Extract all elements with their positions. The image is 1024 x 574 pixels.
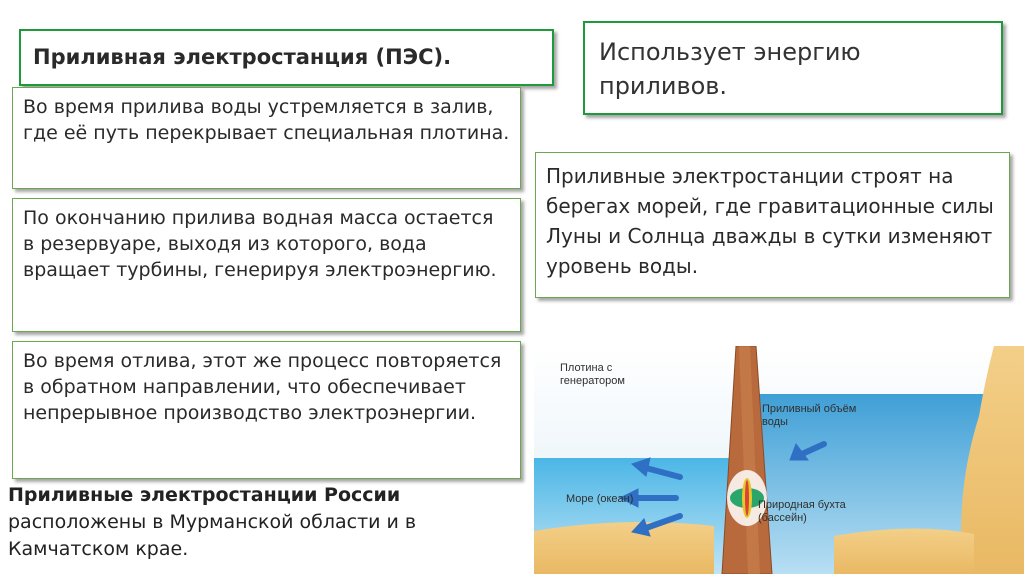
paragraph-reservoir-turbines: По окончанию прилива водная масса остается в резервуаре, выходя из которого, вода вращает турбины, генерируя электроэнергию. [12, 198, 521, 332]
russia-note-text: расположены в Мурманской области и в Камчатском крае. [8, 511, 417, 560]
label-dam-1: Плотина с [560, 362, 613, 374]
label-dam-2: генератором [560, 375, 625, 387]
uses-energy-box: Использует энергию приливов. [583, 21, 1003, 115]
label-bay-2: (бассейн) [758, 512, 807, 524]
label-sea: Море (океан) [566, 493, 634, 505]
paragraph-tide-inflow: Во время прилива воды устремляется в залив, где её путь перекрывает специальная плотина. [12, 87, 521, 189]
label-volume-1: Приливный объём [762, 403, 857, 415]
russia-note [8, 482, 528, 563]
russia-note-bold: Приливные электростанции России [8, 484, 401, 506]
page-title: Приливная электростанция (ПЭС). [19, 29, 554, 86]
label-bay-1: Природная бухта [758, 499, 846, 511]
paragraph-ebb-reverse: Во время отлива, этот же процесс повторяется в обратном направлении, что обеспечивает непрерывное производство электроэнергии. [12, 341, 521, 479]
tidal-station-diagram [534, 346, 1024, 574]
label-volume-2: воды [762, 416, 788, 428]
paragraph-location-gravity: Приливные электростанции строят на берегах морей, где гравитационные силы Луны и Солнца дважды в сутки изменяют уровень воды. [535, 152, 1010, 298]
